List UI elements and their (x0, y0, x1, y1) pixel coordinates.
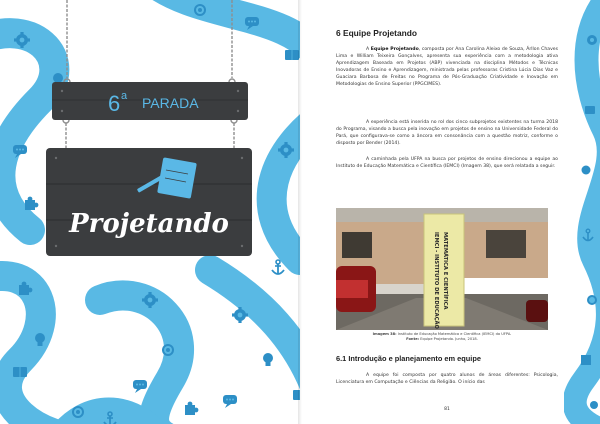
sign-title: Projetando (69, 209, 229, 239)
photo-caption (336, 332, 548, 342)
paragraph-1: A Equipe Projetando, composta por Ana Carolina Aleixo de Souza, Árllon Chaves Lima e William Teixeira Gonçalves, apresenta sua experiência com a metodologia ativa Aprendizagem Baseada em Projetos (ABP) vivenciada na disciplina Métodos e Técnicas Inovadoras de Ensino e Aprendizagem, ministrada pelas professoras Cristina Lúcia Dias Vaz e Guaciara Barbosa de Freitas no Programa de Pós-Graduação Criatividade e Inovação em Metodologias de Ensino Superior (PPGCIMES). (336, 47, 559, 87)
paragraph-2: A experiência está inserida no rol dos cinco subprojetos existentes na turma 2018 do Programa, visando a busca pela inovação em projetos de ensino na Universidade Federal do Pará, que configurava-se como a âncora em consonância com a questão motriz, conforme o disposto por Bender (2014). (336, 120, 558, 146)
top-sign-board (52, 82, 248, 120)
stop-label: PARADA (142, 95, 199, 111)
iemci-photo (336, 208, 548, 330)
page-number: 81 (444, 407, 450, 412)
text-column (336, 0, 558, 424)
stop-ordinal: a (121, 90, 128, 102)
team-name: Equipe Projetando (370, 47, 419, 52)
right-page (300, 0, 600, 424)
right-edge-decoration (564, 0, 600, 424)
main-sign-board (46, 148, 252, 256)
stop-number: 6 (108, 91, 121, 116)
paragraph-3: A caminhada pela UFPA na busca por projetos de ensino direcionou a equipe ao Instituto de Educação Matemática e Científica (IEMCI) (Imagem 38), que será relatada a seguir. (336, 157, 558, 169)
book-gutter (298, 0, 302, 424)
section-title: 6 Equipe Projetando (336, 28, 417, 38)
intro-paragraph: A equipe foi composta por quatro alunos de áreas diferentes: Psicologia, Licenciatura em Computação e Ciências da Religião. O início das (336, 373, 558, 385)
subsection-title: 6.1 Introdução e planejamento em equipe (336, 354, 481, 363)
iemci-sign-text-1: IEMCI - INSTITUTO DE EDUCAÇÃO (433, 232, 439, 329)
iemci-sign-text-2: MATEMÁTICA E CIENTÍFICA (442, 232, 448, 310)
caption-line-2: Fonte: Equipe Projetando. Junho, 2018. (406, 337, 478, 341)
caption-line-1: Imagem 38: Instituto de Educação Matemática e Científica (IEMCI) da UFPA. (372, 332, 512, 336)
